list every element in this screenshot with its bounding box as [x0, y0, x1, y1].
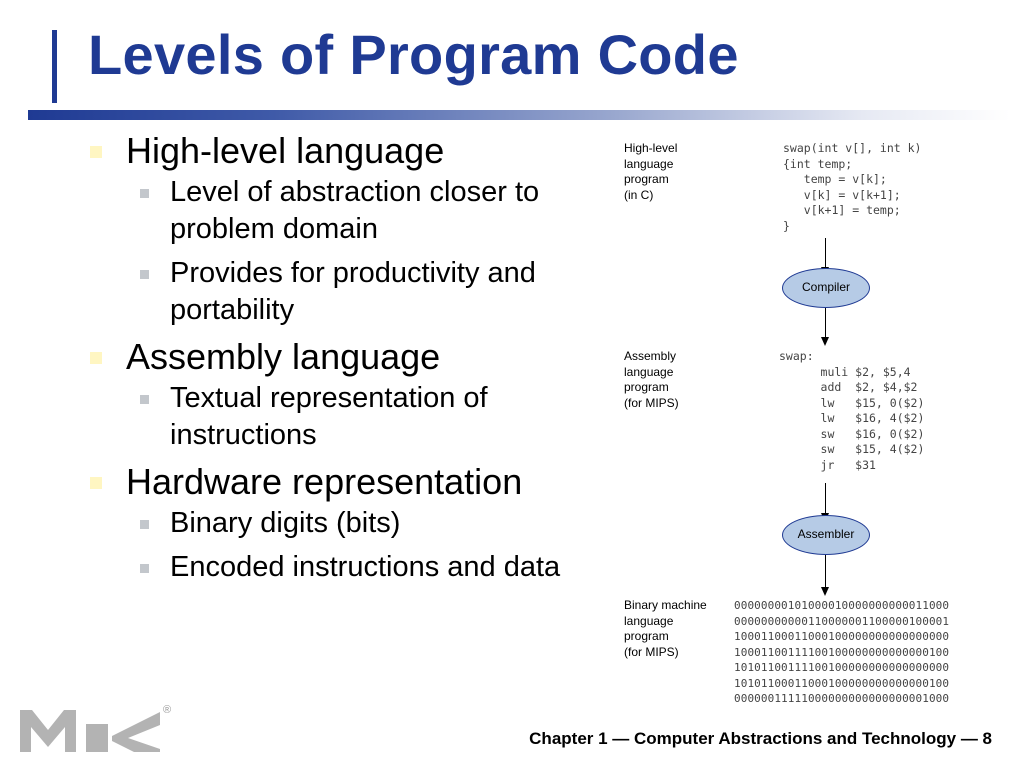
sub-bullet-encoded: [88, 549, 588, 586]
arrow-line: [825, 238, 826, 269]
title-underline-gradient: [28, 110, 1010, 120]
title-accent-bar: [52, 30, 57, 103]
assembler-oval: Assembler: [782, 515, 870, 555]
bullet-text: High-level language: [126, 130, 445, 171]
bullet-square-icon: [90, 477, 102, 489]
sub-bullet-text: Provides for productivity and portability: [170, 257, 536, 326]
sub-bullet-square-icon: [140, 520, 149, 529]
arrow-line: [825, 555, 826, 589]
assembly-label: Assembly language program (for MIPS): [624, 349, 679, 410]
bullet-list: [88, 130, 588, 593]
sub-bullet-square-icon: [140, 189, 149, 198]
sub-bullet-text: Binary digits (bits): [170, 507, 401, 539]
bullet-square-icon: [90, 146, 102, 158]
mips-assembly-code: swap: muli $2, $5,4 add $2, $4,$2 lw $15, 0($2) lw $16, 4($2) sw $16, 0($2) sw $15, 4($2) jr $31: [779, 349, 925, 472]
arrow-line: [825, 308, 826, 339]
mk-logo: [20, 708, 162, 757]
sub-bullet-square-icon: [140, 395, 149, 404]
sub-bullet-textual: [88, 380, 588, 454]
bullet-square-icon: [90, 352, 102, 364]
sub-bullet-text: Textual representation of instructions: [170, 382, 488, 451]
footer-chapter-text: Chapter 1 — Computer Abstractions and Technology — 8: [529, 729, 992, 748]
high-level-label: High-level language program (in C): [624, 141, 678, 202]
bullet-high-level-language: [88, 130, 588, 172]
sub-bullet-binary-digits: [88, 505, 588, 542]
compiler-oval: Compiler: [782, 268, 870, 308]
arrow-line: [825, 483, 826, 515]
sub-bullet-square-icon: [140, 270, 149, 279]
arrow-down-icon: [821, 587, 829, 596]
bullet-text: Assembly language: [126, 336, 441, 377]
sub-bullet-productivity: [88, 255, 588, 329]
arrow-down-icon: [821, 337, 829, 346]
bullet-hardware-representation: [88, 461, 588, 503]
bullet-assembly-language: [88, 336, 588, 378]
slide-title: Levels of Program Code: [88, 23, 739, 86]
mk-logo-icon: [20, 708, 162, 752]
sub-bullet-text: Encoded instructions and data: [170, 551, 561, 583]
sub-bullet-square-icon: [140, 564, 149, 573]
code-levels-diagram: [620, 138, 1000, 718]
binary-machine-code: 00000000101000010000000000011000 00000000000110000001100000100001 10001100011000100000000000000000 10001100111100100000000000000100 10101100111100100000000000000000 10101100011000100000000000000100 00000011111000000000000000001000: [734, 599, 950, 705]
registered-mark: ®: [163, 704, 172, 716]
bullet-text: Hardware representation: [126, 461, 523, 502]
binary-label: Binary machine language program (for MIPS): [624, 598, 707, 659]
sub-bullet-abstraction: [88, 174, 588, 248]
c-source-code: swap(int v[], int k) {int temp; temp = v[k]; v[k] = v[k+1]; v[k+1] = temp; }: [783, 141, 922, 233]
sub-bullet-text: Level of abstraction closer to problem domain: [170, 176, 540, 245]
